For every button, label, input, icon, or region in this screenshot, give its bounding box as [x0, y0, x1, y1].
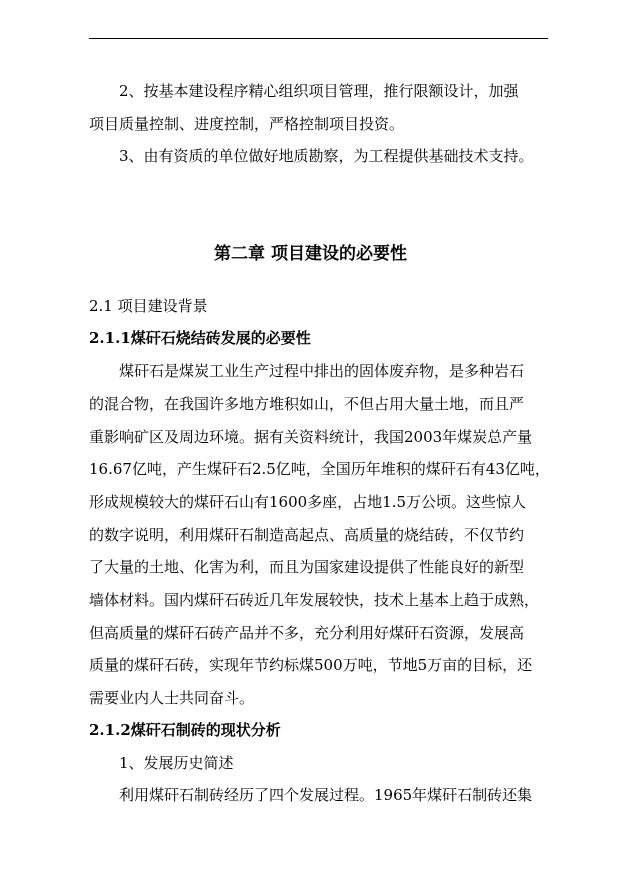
- paragraph-line: 的混合物，在我国许多地方堆积如山，不但占用大量土地，而且严: [89, 395, 525, 413]
- paragraph-line: 墙体材料。国内煤矸石砖近几年发展较快，技术上基本上趋于成熟，: [89, 591, 540, 609]
- list-heading: 1、发展历史简述: [119, 754, 234, 772]
- paragraph-line: 了大量的土地、化害为利，而且为国家建设提供了性能良好的新型: [89, 558, 525, 576]
- subsection-heading: 2.1.1煤矸石烧结砖发展的必要性: [89, 329, 311, 347]
- section-heading: 2.1 项目建设背景: [89, 297, 208, 315]
- list-item-continuation: 项目质量控制、进度控制，严格控制项目投资。: [89, 115, 405, 133]
- header-rule: [89, 38, 548, 39]
- paragraph-line: 需要业内人士共同奋斗。: [89, 689, 255, 707]
- chapter-title: 第二章 项目建设的必要性: [214, 244, 407, 264]
- list-item: 2、按基本建设程序精心组织项目管理，推行限额设计，加强: [119, 82, 519, 100]
- paragraph-line: 16.67亿吨，产生煤矸石2.5亿吨，全国历年堆积的煤矸石有43亿吨，: [89, 460, 550, 478]
- paragraph-line: 的数字说明，利用煤矸石制造高起点、高质量的烧结砖，不仅节约: [89, 526, 525, 544]
- subsection-heading: 2.1.2煤矸石制砖的现状分析: [89, 721, 281, 739]
- paragraph-line: 煤矸石是煤炭工业生产过程中排出的固体废弃物，是多种岩石: [119, 362, 525, 380]
- paragraph-line: 重影响矿区及周边环境。据有关资料统计，我国2003年煤炭总产量: [89, 428, 533, 446]
- paragraph-line: 形成规模较大的煤矸石山有1600多座，占地1.5万公顷。这些惊人: [89, 493, 527, 511]
- paragraph-line: 但高质量的煤矸石砖产品并不多，充分利用好煤矸石资源，发展高: [89, 624, 525, 642]
- paragraph-line: 利用煤矸石制砖经历了四个发展过程。1965年煤矸石制砖还集: [119, 786, 533, 804]
- paragraph-line: 质量的煤矸石砖，实现年节约标煤500万吨，节地5万亩的目标，还: [89, 656, 533, 674]
- list-item: 3、由有资质的单位做好地质勘察，为工程提供基础技术支持。: [119, 147, 534, 165]
